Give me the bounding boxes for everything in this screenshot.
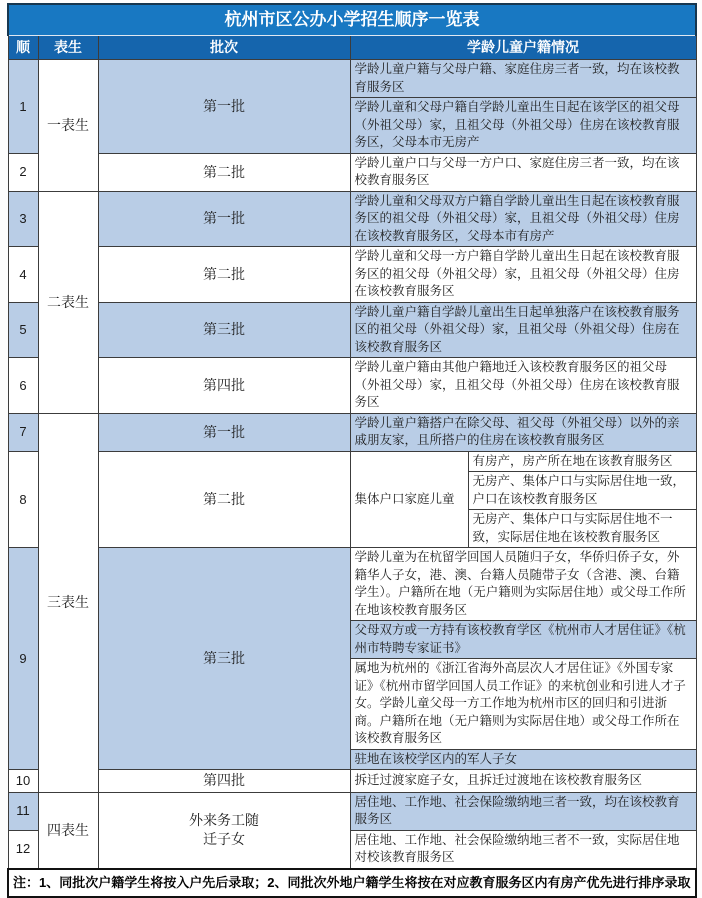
table-row — [8, 302, 696, 358]
batch-cell-2: 第二批 — [98, 153, 350, 191]
desc-cell-1b: 学龄儿童和父母户籍自学龄儿童出生日起在该学区的祖父母（外祖父母）家，且祖父母（外祖父母）住房在该校教育服务区，父母本市无房产 — [350, 98, 696, 154]
table-row — [8, 792, 696, 830]
col-header-order: 顺 — [8, 35, 38, 60]
enrollment-order-table — [7, 3, 697, 898]
migrant-batch-label: 外来务工随迁子女 — [189, 811, 259, 848]
desc-cell-9b: 父母双方或一方持有该校教育学区《杭州市人才居住证》《杭州市特聘专家证书》 — [350, 621, 696, 659]
batch-cell-4: 第二批 — [98, 247, 350, 303]
desc-cell-9a: 学龄儿童为在杭留学回国人员随归子女，华侨归侨子女，外籍华人子女，港、澳、台籍人员随带子女（含港、澳、台籍学生）。户籍所在地（无户籍则为实际居住地）或父母工作所在地该校教育服务区 — [350, 548, 696, 621]
table-row — [8, 548, 696, 621]
title-row — [8, 4, 696, 35]
table-row — [8, 770, 696, 793]
page-title: 杭州市区公办小学招生顺序一览表 — [8, 4, 696, 35]
order-cell-11: 11 — [8, 792, 38, 830]
table-row — [8, 153, 696, 191]
desc-cell-8b: 无房产、集体户口与实际居住地一致，户口在该校教育服务区 — [468, 472, 696, 510]
order-cell-12: 12 — [8, 830, 38, 869]
desc-cell-9d: 驻地在该校学区内的军人子女 — [350, 749, 696, 770]
order-cell-1: 1 — [8, 60, 38, 154]
batch-cell-9: 第三批 — [98, 548, 350, 770]
batch-cell-8: 第二批 — [98, 451, 350, 548]
order-cell-5: 5 — [8, 302, 38, 358]
order-cell-6: 6 — [8, 358, 38, 414]
order-cell-3: 3 — [8, 191, 38, 247]
category-cell-1: 一表生 — [38, 60, 98, 192]
table-row — [8, 191, 696, 247]
table-row — [8, 451, 696, 472]
desc-cell-10: 拆迁过渡家庭子女，且拆迁过渡地在该校教育服务区 — [350, 770, 696, 793]
category-cell-4: 四表生 — [38, 792, 98, 869]
desc-cell-6: 学龄儿童户籍由其他户籍地迁入该校教育服务区的祖父母（外祖父母）家，且祖父母（外祖父母）住房在该校教育服务区 — [350, 358, 696, 414]
col-header-situation: 学龄儿童户籍情况 — [350, 35, 696, 60]
footnote-text: 注：1、同批次户籍学生将按入户先后录取；2、同批次外地户籍学生将按在对应教育服务区内有房产优先进行排序录取 — [8, 869, 696, 897]
footnote-row — [8, 869, 696, 897]
column-header-row — [8, 35, 696, 60]
desc-cell-1a: 学龄儿童户籍与父母户籍、家庭住房三者一致，均在该校教育服务区 — [350, 60, 696, 98]
table-row — [8, 413, 696, 451]
table-row — [8, 60, 696, 98]
table-row — [8, 247, 696, 303]
col-header-category: 表生 — [38, 35, 98, 60]
batch-cell-10: 第四批 — [98, 770, 350, 793]
desc-cell-11: 居住地、工作地、社会保险缴纳地三者一致，均在该校教育服务区 — [350, 792, 696, 830]
category-cell-2: 二表生 — [38, 191, 98, 413]
desc-cell-2: 学龄儿童户口与父母一方户口、家庭住房三者一致，均在该校教育服务区 — [350, 153, 696, 191]
desc-cell-9c: 属地为杭州的《浙江省海外高层次人才居住证》《外国专家证》《杭州市留学回国人员工作证》的来杭创业和引进人才子女。学龄儿童父母一方工作地为杭州市区的回归和引进浙商。户籍所在地（无户籍则为实际居住地）或父母工作所在该校教育服务区 — [350, 659, 696, 750]
desc-cell-3: 学龄儿童和父母双方户籍自学龄儿童出生日起在该校教育服务区的祖父母（外祖父母）家，且祖父母（外祖父母）住房在该校教育服务区，父母本市有房产 — [350, 191, 696, 247]
order-cell-4: 4 — [8, 247, 38, 303]
order-cell-10: 10 — [8, 770, 38, 793]
desc-cell-5: 学龄儿童户籍自学龄儿童出生日起单独落户在该校教育服务区的祖父母（外祖父母）家，且祖父母（外祖父母）住房在该校教育服务区 — [350, 302, 696, 358]
batch-cell-1: 第一批 — [98, 60, 350, 154]
order-cell-8: 8 — [8, 451, 38, 548]
desc-cell-7: 学龄儿童户籍搭户在除父母、祖父母（外祖父母）以外的亲戚朋友家，且所搭户的住房在该校教育服务区 — [350, 413, 696, 451]
desc-cell-8a: 有房产，房产所在地在该教育服务区 — [468, 451, 696, 472]
order-cell-7: 7 — [8, 413, 38, 451]
desc-cell-8c: 无房产、集体户口与实际居住地不一致，实际居住地在该校教育服务区 — [468, 510, 696, 548]
batch-cell-6: 第四批 — [98, 358, 350, 414]
batch-cell-5: 第三批 — [98, 302, 350, 358]
col-header-batch: 批次 — [98, 35, 350, 60]
order-cell-2: 2 — [8, 153, 38, 191]
batch-cell-11-12 — [98, 792, 350, 869]
enrollment-table-frame — [7, 3, 695, 898]
order-cell-9: 9 — [8, 548, 38, 770]
table-row — [8, 358, 696, 414]
group-label-cell-8: 集体户口家庭儿童 — [350, 451, 468, 548]
category-cell-3: 三表生 — [38, 413, 98, 792]
batch-cell-3: 第一批 — [98, 191, 350, 247]
batch-cell-7: 第一批 — [98, 413, 350, 451]
desc-cell-4: 学龄儿童和父母一方户籍自学龄儿童出生日起在该校教育服务区的祖父母（外祖父母）家，且祖父母（外祖父母）住房在该校教育服务区 — [350, 247, 696, 303]
desc-cell-12: 居住地、工作地、社会保险缴纳地三者不一致，实际居住地对校该教育服务区 — [350, 830, 696, 869]
